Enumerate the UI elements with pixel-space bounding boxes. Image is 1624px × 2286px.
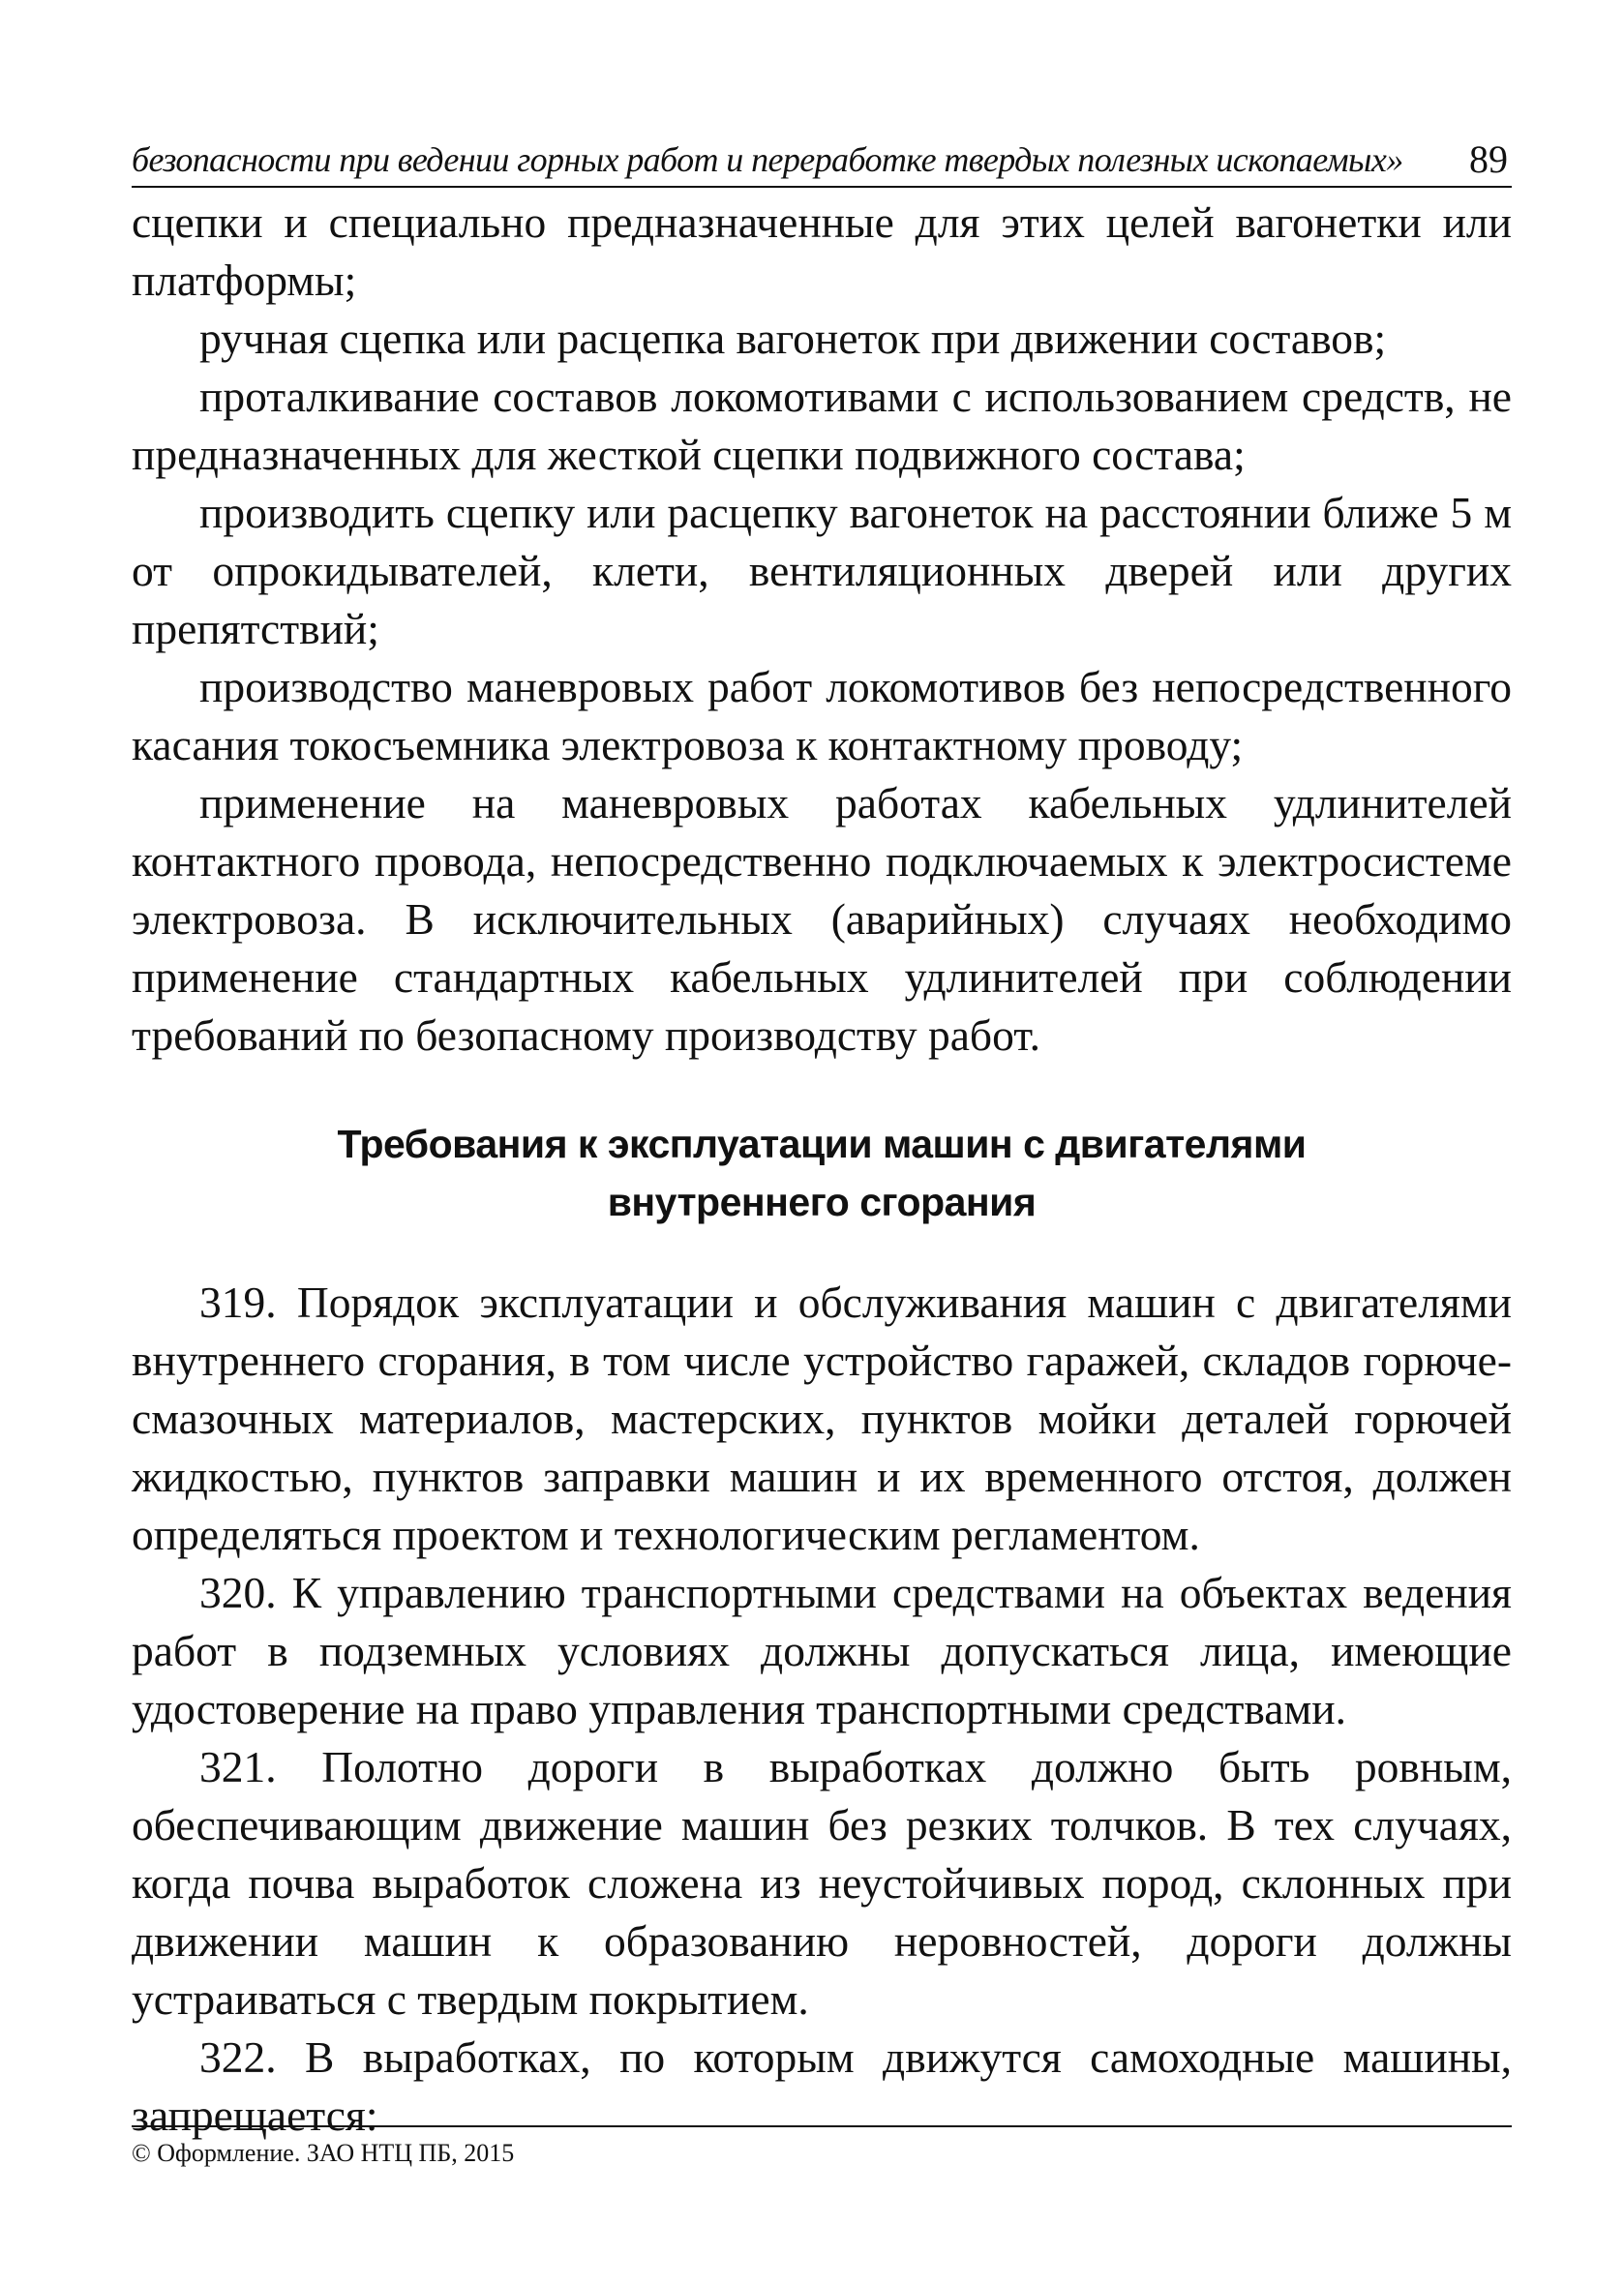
- page-footer: [132, 2125, 1512, 2168]
- page-number: 89: [1469, 137, 1508, 181]
- paragraph: производство маневровых работ локомотивов без непосредственного касания токосъемника электровоза к контактному проводу;: [132, 662, 1512, 769]
- paragraph: производить сцепку или расцепку вагонеток на расстоянии ближе 5 м от опрокидывателей, клети, вентиляционных дверей или других препятствий;: [132, 488, 1512, 653]
- paragraph-322: 322. В выработках, по которым движутся самоходные машины, запрещается:: [132, 2032, 1512, 2140]
- document-page: [132, 126, 1512, 2178]
- paragraph: сцепки и специально предназначенные для этих целей вагонетки или платформы;: [132, 197, 1512, 305]
- section-heading: [132, 1115, 1512, 1231]
- paragraph-319: 319. Порядок эксплуатации и обслуживания машин с двигателями внутреннего сгорания, в том числе устройство гаражей, складов горюче-смазочных материалов, мастерских, пунктов мойки деталей горючей жидкостью, пунктов заправки машин и их временного отстоя, должен определяться проектом и технологическим регламентом.: [132, 1278, 1512, 1559]
- paragraph-321: 321. Полотно дороги в выработках должно быть ровным, обеспечивающим движение машин без резких толчков. В тех случаях, когда почва выработок сложена из неустойчивых пород, склонных при движении машин к образованию неровностей, дороги должны устраиваться с твердым покрытием.: [132, 1742, 1512, 2024]
- paragraph: применение на маневровых работах кабельных удлинителей контактного провода, непосредственно подключаемых к электросистеме электровоза. В исключительных (аварийных) случаях необходимо применение стандартных кабельных удлинителей при соблюдении требований по безопасному производству работ.: [132, 778, 1512, 1060]
- paragraph: ручная сцепка или расцепка вагонеток при движении составов;: [199, 314, 1387, 363]
- running-title: безопасности при ведении горных работ и переработке твердых полезных ископаемых»: [132, 140, 1403, 179]
- paragraph-320: 320. К управлению транспортными средствами на объектах ведения работ в подземных условиях должны допускаться лица, имеющие удостоверение на право управления транспортными средствами.: [132, 1568, 1512, 1733]
- body-text: [132, 194, 1512, 2145]
- section-heading-line: внутреннего сгорания: [607, 1180, 1037, 1224]
- copyright-notice: © Оформление. ЗАО НТЦ ПБ, 2015: [132, 2139, 515, 2167]
- running-header: [132, 126, 1512, 188]
- paragraph: проталкивание составов локомотивами с использованием средств, не предназначенных для жесткой сцепки подвижного состава;: [132, 372, 1512, 479]
- section-heading-line: Требования к эксплуатации машин с двигателями: [337, 1122, 1307, 1166]
